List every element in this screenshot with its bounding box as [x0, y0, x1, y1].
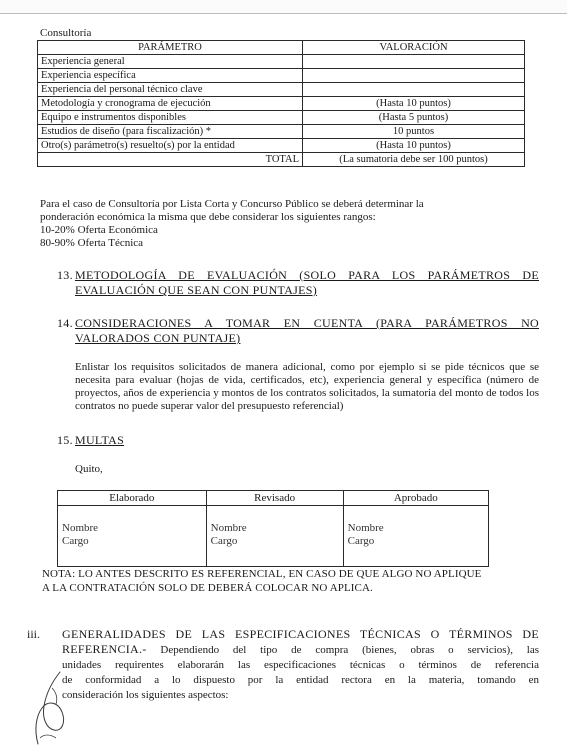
elaborado-header: Elaborado [58, 491, 207, 506]
section-iii-title-line: GENERALIDADES DE LAS ESPECIFICACIONES TÉCNICAS O TÉRMINOS DE [62, 627, 539, 641]
table-header-row [38, 41, 525, 55]
signature-header-row [58, 491, 489, 506]
parameter-table [37, 40, 525, 167]
ponderacion-line: ponderación económica la misma que debe considerar los siguientes rangos: [40, 211, 376, 223]
total-value: (La sumatoria debe ser 100 puntos) [303, 153, 525, 167]
row-value [303, 55, 525, 69]
row-param: Otro(s) parámetro(s) resuelto(s) por la entidad [38, 139, 303, 153]
aprobado-header: Aprobado [343, 491, 488, 506]
section-iii-line [62, 642, 539, 658]
header-parametro: PARÁMETRO [38, 41, 303, 55]
signature-body-row [58, 506, 489, 567]
multas-title: MULTAS [75, 433, 125, 447]
item-13-title-line2: EVALUACIÓN QUE SEAN CON PUNTAJES) [75, 283, 318, 297]
referencia-text: Dependiendo del tipo de compra (bienes, obras o servicios), las [146, 644, 539, 656]
section-iii-line: unidades requirentes elaborarán las especificaciones técnicas o términos de referencia [62, 659, 539, 671]
aprobado-cell [343, 506, 488, 567]
role-label: Cargo [347, 535, 375, 547]
table-row [38, 111, 525, 125]
item-number: 15. [57, 433, 73, 447]
item-14-title-line1: CONSIDERACIONES A TOMAR EN CUENTA (PARA PARÁMETROS NO [75, 316, 539, 330]
row-value [303, 69, 525, 83]
ponderacion-paragraph [40, 198, 540, 250]
range-economica: 10-20% Oferta Económica [40, 224, 158, 236]
revisado-header: Revisado [206, 491, 343, 506]
table-row [38, 139, 525, 153]
row-value: (Hasta 5 puntos) [303, 111, 525, 125]
table-row [38, 97, 525, 111]
table-row [38, 83, 525, 97]
elaborado-cell [58, 506, 207, 567]
handwritten-signature [22, 668, 82, 748]
page-top-edge [0, 0, 567, 14]
item-number: 14. [57, 316, 73, 330]
section-iii-line: consideración los siguientes aspectos: [62, 689, 229, 701]
row-param: Equipo e instrumentos disponibles [38, 111, 303, 125]
roman-numeral: iii. [27, 627, 41, 641]
section-iii-line: de conformidad a lo dispuesto por la entidad rectora en la materia, tomando en [62, 674, 539, 686]
name-label: Nombre [62, 522, 99, 534]
referencia-label: REFERENCIA.- [62, 642, 147, 656]
signature-table [57, 490, 489, 567]
ponderacion-line: Para el caso de Consultoría por Lista Corta y Concurso Público se deberá determinar la [40, 198, 424, 210]
role-label: Cargo [210, 535, 238, 547]
item-14-body: Enlistar los requisitos solicitados de manera adicional, como por ejemplo si se pide técnicos que se necesita para evaluar (hojas de vida, certificados, etc), experiencia general y específica (número de proyectos, años de experiencia y montos de los contratos solicitados, la sumatoria del monto de todos los contratos no puede superar valor del presupuesto referencial) [75, 361, 539, 412]
table-row [38, 69, 525, 83]
note-line: A LA CONTRATACIÓN SOLO DE DEBERÁ COLOCAR NO APLICA. [42, 582, 373, 594]
note-block [42, 567, 482, 595]
role-label: Cargo [62, 535, 89, 547]
table-row [38, 55, 525, 69]
row-value: (Hasta 10 puntos) [303, 139, 525, 153]
range-tecnica: 80-90% Oferta Técnica [40, 237, 144, 249]
name-label: Nombre [347, 522, 384, 534]
header-valoracion: VALORACIÓN [303, 41, 525, 55]
note-line: NOTA: LO ANTES DESCRITO ES REFERENCIAL, EN CASO DE QUE ALGO NO APLIQUE [42, 568, 482, 580]
section-iii-block [62, 627, 539, 703]
item-14-title-line2: VALORADOS CON PUNTAJE) [75, 331, 241, 345]
item-number: 13. [57, 268, 73, 282]
total-label: TOTAL [38, 153, 303, 167]
table-row [38, 125, 525, 139]
row-param: Estudios de diseño (para fiscalización) * [38, 125, 303, 139]
item-13-title-line1: METODOLOGÍA DE EVALUACIÓN (SOLO PARA LOS PARÁMETROS DE [75, 268, 539, 282]
row-param: Experiencia del personal técnico clave [38, 83, 303, 97]
row-param: Experiencia específica [38, 69, 303, 83]
row-value: (Hasta 10 puntos) [303, 97, 525, 111]
section-title: Consultoría [40, 27, 92, 39]
row-param: Experiencia general [38, 55, 303, 69]
name-label: Nombre [210, 522, 247, 534]
city-label: Quito, [75, 463, 103, 475]
row-param: Metodología y cronograma de ejecución [38, 97, 303, 111]
table-total-row [38, 153, 525, 167]
row-value [303, 83, 525, 97]
row-value: 10 puntos [303, 125, 525, 139]
revisado-cell [206, 506, 343, 567]
